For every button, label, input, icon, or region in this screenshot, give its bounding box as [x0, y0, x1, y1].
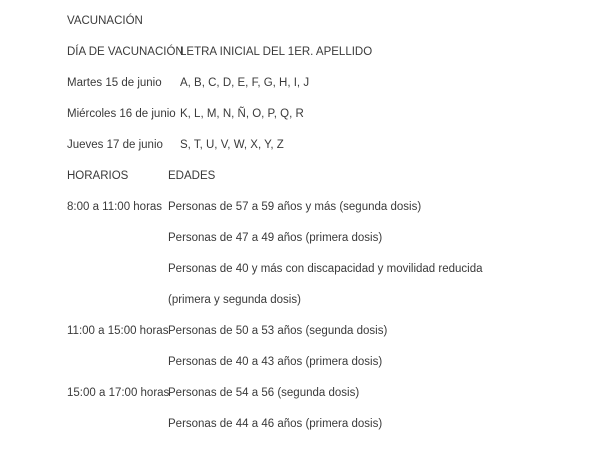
time-slot: 11:00 a 15:00 horas — [67, 325, 169, 337]
section-title: VACUNACIÓN — [67, 15, 143, 27]
age-group: Personas de 40 y más con discapacidad y movilidad reducida — [168, 263, 483, 275]
age-group: (primera y segunda dosis) — [168, 294, 301, 306]
age-group: Personas de 40 a 43 años (primera dosis) — [168, 356, 383, 368]
time-slot: 8:00 a 11:00 horas — [67, 201, 163, 213]
schedule-header-day: DÍA DE VACUNACIÓN — [67, 46, 184, 58]
schedule-letters: A, B, C, D, E, F, G, H, I, J — [180, 77, 310, 89]
age-group: Personas de 54 a 56 (segunda dosis) — [168, 387, 360, 399]
age-group: Personas de 44 a 46 años (primera dosis) — [168, 418, 383, 430]
schedule-day: Jueves 17 de junio — [67, 139, 163, 151]
schedule-day: Martes 15 de junio — [67, 77, 162, 89]
hours-header: HORARIOS — [67, 170, 129, 182]
age-group: Personas de 47 a 49 años (primera dosis) — [168, 232, 383, 244]
age-group: Personas de 57 a 59 años y más (segunda dosis) — [168, 201, 422, 213]
schedule-header-letters: LETRA INICIAL DEL 1ER. APELLIDO — [180, 46, 373, 58]
age-group: Personas de 50 a 53 años (segunda dosis) — [168, 325, 388, 337]
schedule-letters: K, L, M, N, Ñ, O, P, Q, R — [180, 108, 304, 120]
schedule-letters: S, T, U, V, W, X, Y, Z — [180, 139, 284, 151]
ages-header: EDADES — [168, 170, 216, 182]
time-slot: 15:00 a 17:00 horas — [67, 387, 170, 399]
schedule-day: Miércoles 16 de junio — [67, 108, 176, 120]
